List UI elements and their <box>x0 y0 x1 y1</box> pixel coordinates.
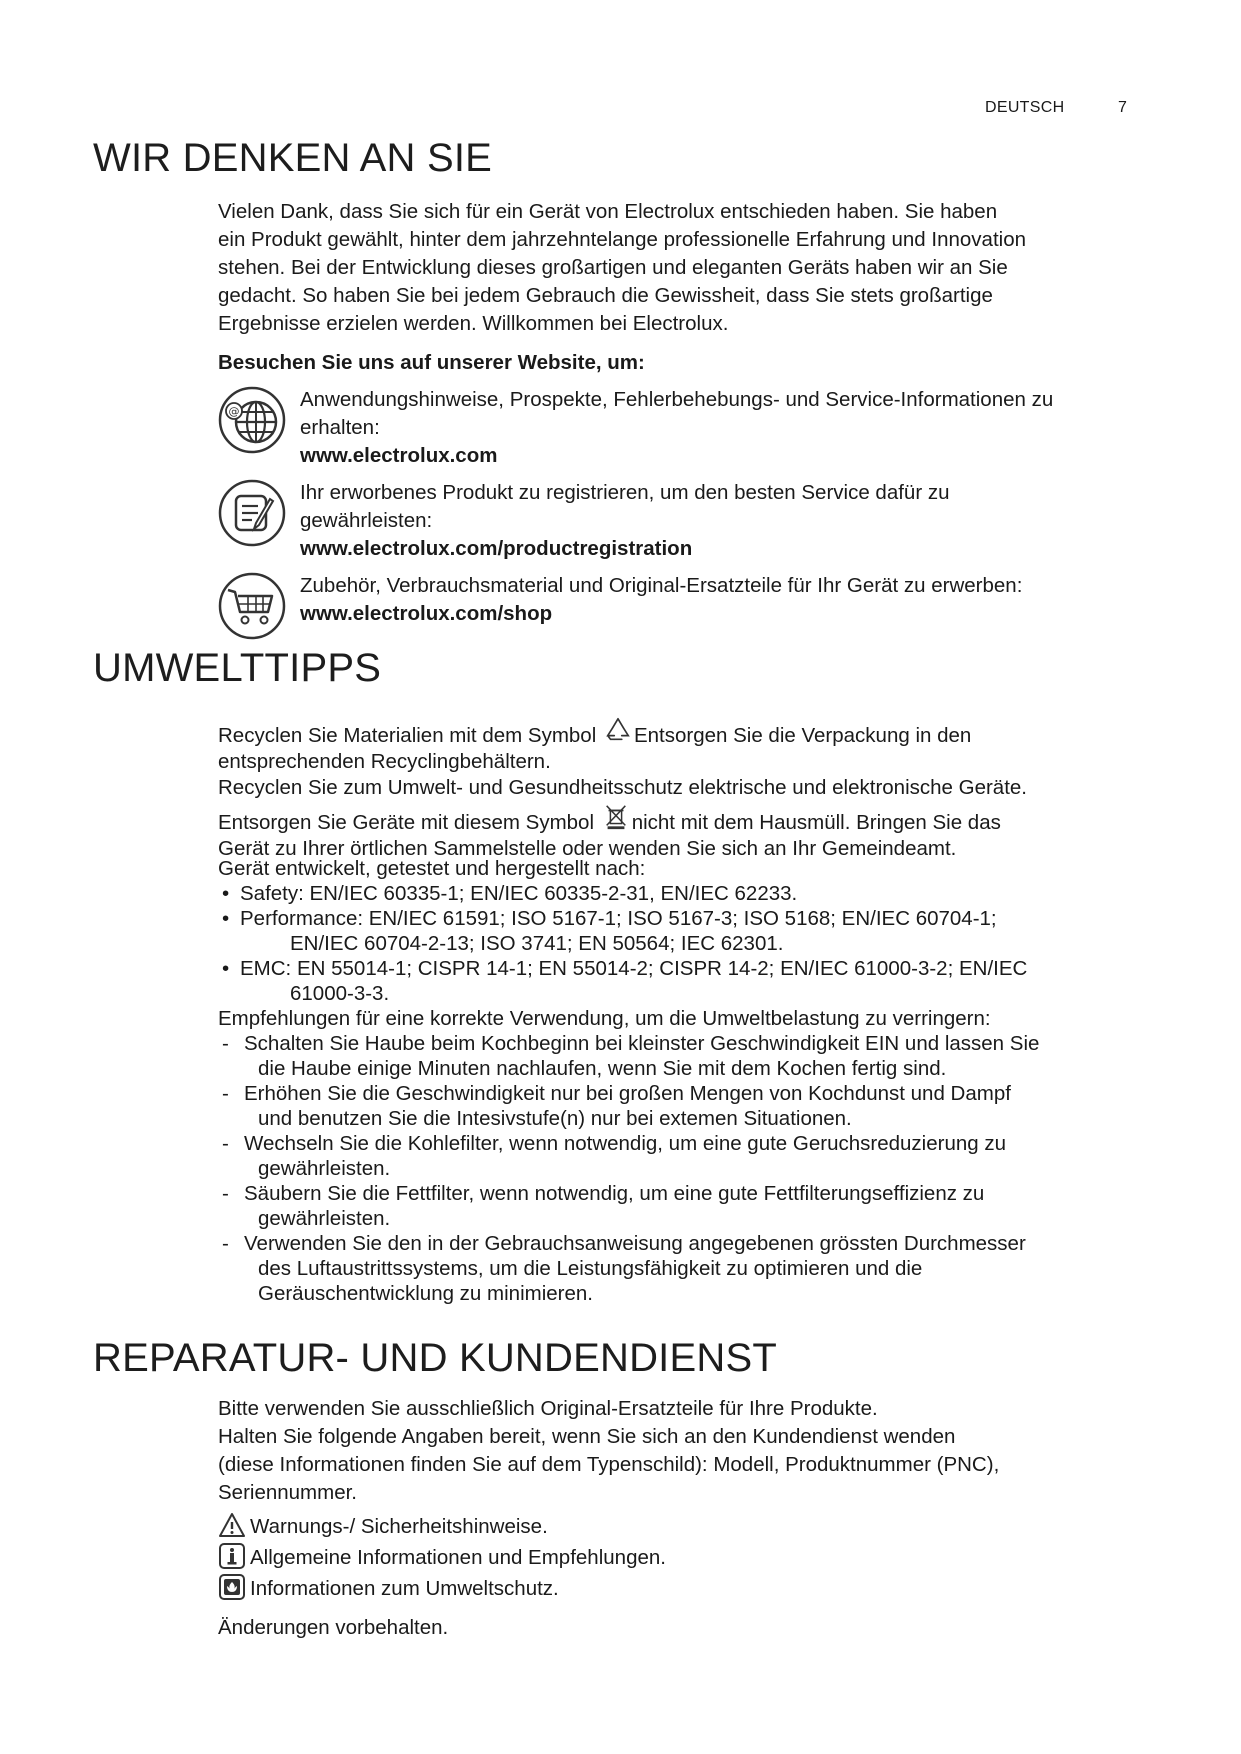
section-title-umwelttipps: UMWELTTIPPS <box>93 646 382 690</box>
dispose-text-before: Entsorgen Sie Geräte mit diesem Symbol <box>218 811 594 834</box>
intro-line: stehen. Bei der Entwicklung dieses großartigen und eleganten Geräts haben wir an Sie <box>218 256 1008 279</box>
legend-item-environment: Informationen zum Umweltschutz. <box>218 1573 666 1604</box>
symbol-legend <box>218 1511 666 1604</box>
warning-icon <box>218 1511 246 1539</box>
service-line: Bitte verwenden Sie ausschließlich Original-Ersatzteile für Ihre Produkte. <box>218 1397 878 1420</box>
list-item: - Säubern Sie die Fettfilter, wenn notwendig, um eine gute Fettfilterungseffizienz zu gewährleisten. <box>222 1182 985 1230</box>
section-title-reparatur: REPARATUR- UND KUNDENDIENST <box>93 1336 777 1380</box>
recycle-text-after: Entsorgen Sie die Verpackung in den <box>633 724 972 747</box>
dispose-paragraph <box>218 803 1158 862</box>
recycle-paragraph <box>218 716 1158 801</box>
service-line: (diese Informationen finden Sie auf dem Typenschild): Modell, Produktnummer (PNC), <box>218 1453 1000 1476</box>
list-item: - Wechseln Sie die Kohlefilter, wenn notwendig, um eine gute Geruchsreduzierung zu gewährleisten. <box>222 1132 1006 1180</box>
dispose-line-1 <box>218 803 1158 836</box>
service-paragraph <box>218 1395 1158 1507</box>
list-item: • Performance: EN/IEC 61591; ISO 5167-1; ISO 5167-3; ISO 5168; EN/IEC 60704-1; EN/IEC 60704-2-13; ISO 3741; EN 50564; IEC 62301. <box>222 907 997 955</box>
dispose-text-after: nicht mit dem Hausmüll. Bringen Sie das <box>631 811 1001 834</box>
shopping-cart-icon <box>218 572 286 640</box>
legend-item-warning: Warnungs-/ Sicherheitshinweise. <box>218 1511 666 1542</box>
legend-item-info: Allgemeine Informationen und Empfehlungen. <box>218 1542 666 1573</box>
recommendations-list <box>218 1031 1148 1306</box>
intro-line: gedacht. So haben Sie bei jedem Gebrauch die Gewissheit, dass Sie stets großartige <box>218 284 993 307</box>
link-electrolux[interactable]: www.electrolux.com <box>300 444 498 467</box>
service-line: Halten Sie folgende Angaben bereit, wenn Sie sich an den Kundendienst wenden <box>218 1425 956 1448</box>
crossed-bin-icon <box>602 803 630 831</box>
intro-line: Ergebnisse erzielen werden. Willkommen bei Electrolux. <box>218 312 729 335</box>
service-line: Seriennummer. <box>218 1481 358 1504</box>
header-language: DEUTSCH <box>985 99 1065 116</box>
registration-icon <box>218 479 286 547</box>
link-shop[interactable]: www.electrolux.com/shop <box>300 602 553 625</box>
info-icon <box>218 1542 246 1570</box>
list-item: - Erhöhen Sie die Geschwindigkeit nur bei großen Mengen von Kochdunst und Dampf und benutzen Sie die Intesivstufe(n) nur bei extemen Situationen. <box>222 1082 1011 1130</box>
recycle-icon <box>604 716 632 744</box>
footer-note: Änderungen vorbehalten. <box>218 1616 449 1639</box>
list-item: - Schalten Sie Haube beim Kochbeginn bei kleinster Geschwindigkeit EIN und lassen Sie die Haube einige Minuten nachlaufen, wenn Sie mit dem Kochen fertig sind. <box>222 1032 1040 1080</box>
environment-icon <box>218 1573 246 1601</box>
recycle-line-3: Recyclen Sie zum Umwelt- und Gesundheitsschutz elektrische und elektronische Geräte. <box>218 776 1027 799</box>
dispose-line-2: Gerät zu Ihrer örtlichen Sammelstelle oder wenden Sie sich an Ihr Gemeindeamt. <box>218 837 957 860</box>
link-productregistration[interactable]: www.electrolux.com/productregistration <box>300 537 693 560</box>
item-text: gewährleisten: <box>300 509 433 532</box>
website-heading: Besuchen Sie uns auf unserer Website, um: <box>218 351 645 374</box>
globe-icon <box>218 386 286 454</box>
list-item: • EMC: EN 55014-1; CISPR 14-1; EN 55014-2; CISPR 14-2; EN/IEC 61000-3-2; EN/IEC 61000-3-3. <box>222 957 1028 1005</box>
recycle-line-1 <box>218 716 1158 749</box>
recycle-text-before: Recyclen Sie Materialien mit dem Symbol <box>218 724 597 747</box>
recycle-line-2: entsprechenden Recyclingbehältern. <box>218 750 551 773</box>
page-number: 7 <box>1118 99 1127 116</box>
svg-text:@: @ <box>228 405 240 418</box>
item-text: erhalten: <box>300 416 380 439</box>
intro-paragraph <box>218 198 1158 338</box>
list-item: - Verwenden Sie den in der Gebrauchsanweisung angegebenen grössten Durchmesser des Luftaustrittssystems, um die Leistungsfähigkeit zu optimieren und die Geräuschentwicklung zu minimieren. <box>222 1232 1026 1305</box>
intro-line: ein Produkt gewählt, hinter dem jahrzehntelange professionelle Erfahrung und Innovation <box>218 228 1026 251</box>
standards-intro: Gerät entwickelt, getestet und hergestellt nach: <box>218 857 646 880</box>
section-title-wir-denken: WIR DENKEN AN SIE <box>93 136 493 180</box>
item-text: Ihr erworbenes Produkt zu registrieren, um den besten Service dafür zu <box>300 481 950 504</box>
item-text: Zubehör, Verbrauchsmaterial und Original-Ersatzteile für Ihr Gerät zu erwerben: <box>300 574 1023 597</box>
standards-list <box>218 881 1148 1006</box>
list-item: • Safety: EN/IEC 60335-1; EN/IEC 60335-2-31, EN/IEC 62233. <box>222 882 798 905</box>
item-text: Anwendungshinweise, Prospekte, Fehlerbehebungs- und Service-Informationen zu <box>300 388 1054 411</box>
intro-line: Vielen Dank, dass Sie sich für ein Gerät von Electrolux entschieden haben. Sie haben <box>218 200 998 223</box>
recommend-intro: Empfehlungen für eine korrekte Verwendung, um die Umweltbelastung zu verringern: <box>218 1007 991 1030</box>
